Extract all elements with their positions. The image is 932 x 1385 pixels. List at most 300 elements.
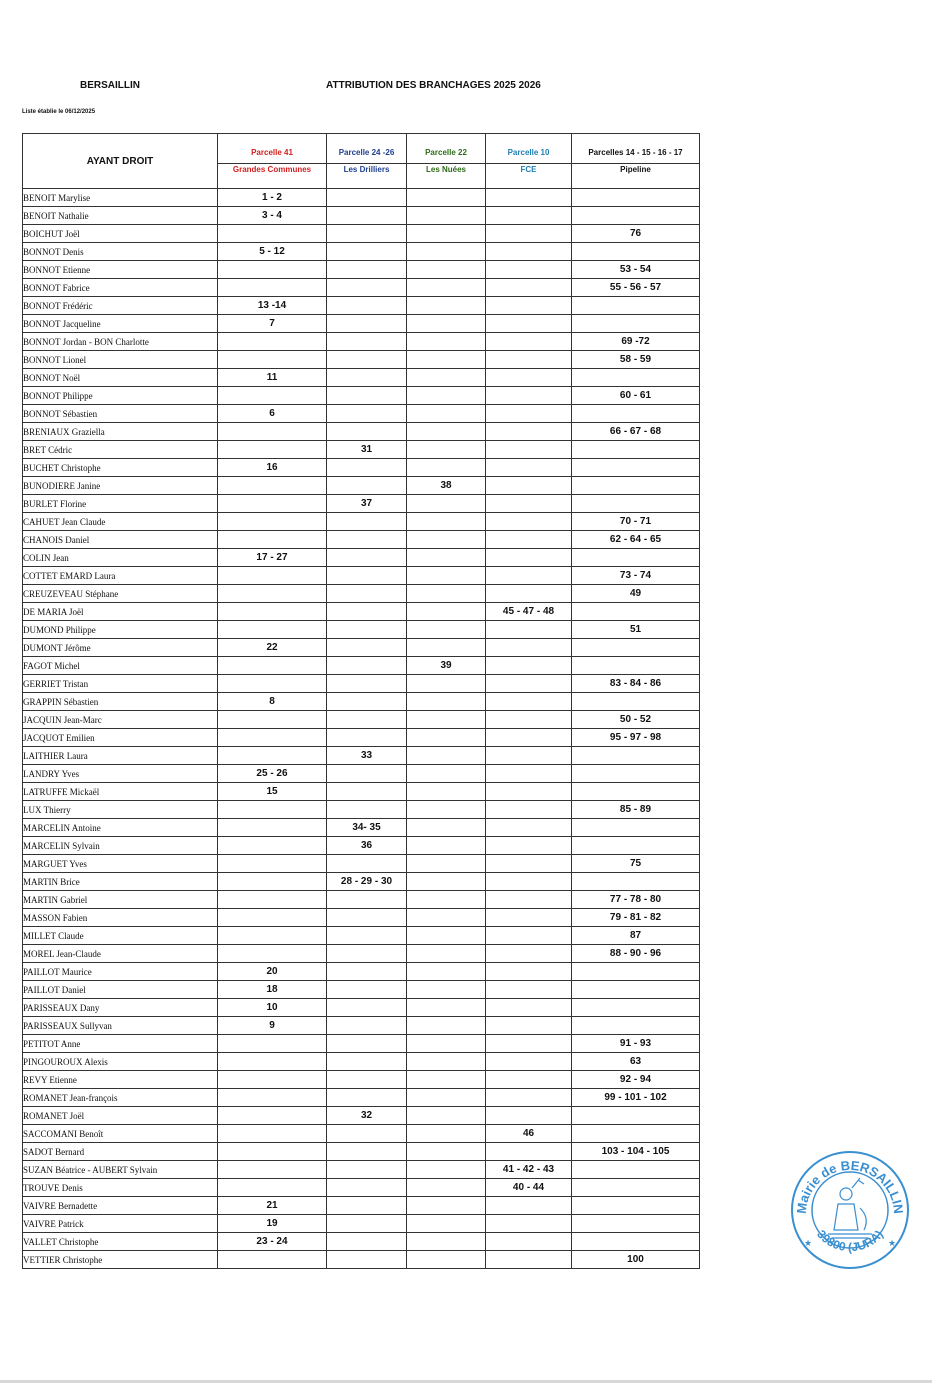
lot-cell: 92 - 94: [572, 1071, 700, 1089]
parcel-label: Parcelles 14 - 15 - 16 - 17: [588, 148, 683, 157]
holder-name: VALLET Christophe: [23, 1233, 218, 1251]
lot-cell: [572, 297, 700, 315]
lot-cell: [327, 693, 407, 711]
holder-name: JACQUIN Jean-Marc: [23, 711, 218, 729]
table-row: [23, 369, 700, 387]
lot-cell: [486, 207, 572, 225]
lot-cell: 51: [572, 621, 700, 639]
lot-cell: [407, 1125, 486, 1143]
lot-cell: [486, 1107, 572, 1125]
lot-cell: [327, 243, 407, 261]
lot-cell: 66 - 67 - 68: [572, 423, 700, 441]
holder-name: MOREL Jean-Claude: [23, 945, 218, 963]
lot-cell: [486, 351, 572, 369]
lot-cell: [407, 729, 486, 747]
lot-cell: [218, 279, 327, 297]
lot-cell: 36: [327, 837, 407, 855]
lot-cell: [486, 927, 572, 945]
lot-cell: [572, 639, 700, 657]
lot-cell: [572, 1017, 700, 1035]
parcel-label: Parcelle 24 -26: [338, 148, 395, 157]
table-row: [23, 315, 700, 333]
lot-cell: [486, 261, 572, 279]
lot-cell: [218, 1125, 327, 1143]
lot-cell: [407, 261, 486, 279]
lot-cell: [407, 891, 486, 909]
lot-cell: [407, 927, 486, 945]
table-row: [23, 981, 700, 999]
lot-cell: [407, 1161, 486, 1179]
lot-cell: [486, 765, 572, 783]
lot-cell: [486, 729, 572, 747]
holder-name: ROMANET Jean-françois: [23, 1089, 218, 1107]
lot-cell: 21: [218, 1197, 327, 1215]
lot-cell: [486, 459, 572, 477]
lot-cell: [486, 621, 572, 639]
lot-cell: 19: [218, 1215, 327, 1233]
table-row: [23, 693, 700, 711]
lot-cell: [486, 1017, 572, 1035]
lot-cell: [572, 1197, 700, 1215]
lot-cell: 23 - 24: [218, 1233, 327, 1251]
lot-cell: [486, 909, 572, 927]
table-row: [23, 747, 700, 765]
lot-cell: [572, 1215, 700, 1233]
table-row: [23, 387, 700, 405]
table-row: [23, 711, 700, 729]
holder-name: BONNOT Denis: [23, 243, 218, 261]
table-row: [23, 1089, 700, 1107]
table-row: [23, 927, 700, 945]
lot-cell: 76: [572, 225, 700, 243]
lot-cell: [407, 855, 486, 873]
lot-cell: 39: [407, 657, 486, 675]
table-row: [23, 459, 700, 477]
holder-name: COTTET EMARD Laura: [23, 567, 218, 585]
lot-cell: [218, 675, 327, 693]
lot-cell: [486, 819, 572, 837]
lot-cell: [327, 1251, 407, 1269]
lot-cell: [407, 1215, 486, 1233]
lot-cell: 83 - 84 - 86: [572, 675, 700, 693]
holder-name: BUCHET Christophe: [23, 459, 218, 477]
table-row: [23, 1053, 700, 1071]
lot-cell: [218, 927, 327, 945]
holder-name: BURLET Florine: [23, 495, 218, 513]
holder-name: BRENIAUX Graziella: [23, 423, 218, 441]
lot-cell: [486, 801, 572, 819]
lot-cell: [407, 711, 486, 729]
lot-cell: 15: [218, 783, 327, 801]
holder-name: BONNOT Frédéric: [23, 297, 218, 315]
lot-cell: [407, 351, 486, 369]
lot-cell: [407, 1035, 486, 1053]
lot-cell: 99 - 101 - 102: [572, 1089, 700, 1107]
holder-name: PARISSEAUX Sullyvan: [23, 1017, 218, 1035]
lot-cell: [327, 423, 407, 441]
lot-cell: [327, 783, 407, 801]
lot-cell: [407, 279, 486, 297]
holder-name: SACCOMANI Benoît: [23, 1125, 218, 1143]
lot-cell: [218, 387, 327, 405]
table-row: [23, 333, 700, 351]
holder-name: CREUZEVEAU Stéphane: [23, 585, 218, 603]
lot-cell: [327, 549, 407, 567]
lot-cell: [218, 1035, 327, 1053]
lot-cell: [407, 783, 486, 801]
table-row: [23, 513, 700, 531]
lot-cell: [407, 387, 486, 405]
lot-cell: 49: [572, 585, 700, 603]
lot-cell: [218, 1071, 327, 1089]
lot-cell: [572, 369, 700, 387]
lot-cell: [572, 243, 700, 261]
lot-cell: 103 - 104 - 105: [572, 1143, 700, 1161]
lot-cell: [218, 837, 327, 855]
table-row: [23, 441, 700, 459]
lot-cell: [218, 1161, 327, 1179]
lot-cell: [407, 639, 486, 657]
lot-cell: [407, 405, 486, 423]
lot-cell: [218, 711, 327, 729]
lot-cell: 7: [218, 315, 327, 333]
lot-cell: [327, 981, 407, 999]
lot-cell: [572, 549, 700, 567]
lot-cell: [407, 1071, 486, 1089]
lot-cell: [218, 603, 327, 621]
lot-cell: [327, 657, 407, 675]
holder-name: BONNOT Philippe: [23, 387, 218, 405]
holder-name: BOICHUT Joël: [23, 225, 218, 243]
lot-cell: 31: [327, 441, 407, 459]
lot-cell: [407, 1197, 486, 1215]
holder-name: REVY Etienne: [23, 1071, 218, 1089]
lot-cell: [486, 999, 572, 1017]
lot-cell: [218, 1251, 327, 1269]
lot-cell: [218, 513, 327, 531]
lot-cell: [218, 1089, 327, 1107]
holder-name: GRAPPIN Sébastien: [23, 693, 218, 711]
lot-cell: [407, 495, 486, 513]
table-row: [23, 585, 700, 603]
lot-cell: [407, 1233, 486, 1251]
holder-name: CAHUET Jean Claude: [23, 513, 218, 531]
parcel-label: Parcelle 10: [507, 148, 550, 157]
lot-cell: [407, 1107, 486, 1125]
lot-cell: [327, 387, 407, 405]
lot-cell: [486, 837, 572, 855]
table-row: [23, 873, 700, 891]
lot-cell: [486, 945, 572, 963]
lot-cell: [486, 369, 572, 387]
lot-cell: [407, 603, 486, 621]
lot-cell: [327, 333, 407, 351]
lot-cell: [327, 1089, 407, 1107]
lot-cell: [327, 1197, 407, 1215]
lot-cell: [486, 333, 572, 351]
lot-cell: [407, 189, 486, 207]
lot-cell: [486, 981, 572, 999]
lot-cell: 1 - 2: [218, 189, 327, 207]
lot-cell: 88 - 90 - 96: [572, 945, 700, 963]
lot-cell: [407, 1143, 486, 1161]
lot-cell: 100: [572, 1251, 700, 1269]
lot-cell: [327, 621, 407, 639]
lot-cell: [486, 873, 572, 891]
lot-cell: 85 - 89: [572, 801, 700, 819]
table-row: [23, 783, 700, 801]
table-row: [23, 639, 700, 657]
lot-cell: [486, 567, 572, 585]
lot-cell: [486, 225, 572, 243]
place-label: Les Drilliers: [327, 163, 406, 176]
col-header-3: [486, 134, 572, 189]
lot-cell: [486, 513, 572, 531]
lot-cell: [218, 1179, 327, 1197]
lot-cell: [486, 477, 572, 495]
holder-name: PARISSEAUX Dany: [23, 999, 218, 1017]
lot-cell: [327, 585, 407, 603]
lot-cell: [407, 1017, 486, 1035]
lot-cell: [327, 1161, 407, 1179]
table-row: [23, 657, 700, 675]
lot-cell: [218, 855, 327, 873]
lot-cell: 55 - 56 - 57: [572, 279, 700, 297]
lot-cell: 9: [218, 1017, 327, 1035]
holder-name: LANDRY Yves: [23, 765, 218, 783]
lot-cell: [407, 225, 486, 243]
lot-cell: [486, 549, 572, 567]
lot-cell: [327, 927, 407, 945]
lot-cell: [327, 1035, 407, 1053]
holder-name: BONNOT Jordan - BON Charlotte: [23, 333, 218, 351]
holder-name: SUZAN Béatrice - AUBERT Sylvain: [23, 1161, 218, 1179]
table-row: [23, 1017, 700, 1035]
lot-cell: 20: [218, 963, 327, 981]
stamp-bottom-text: 39800 (JURA): [814, 1227, 886, 1255]
table-row: [23, 999, 700, 1017]
lot-cell: [327, 513, 407, 531]
lot-cell: [486, 657, 572, 675]
lot-cell: [486, 1071, 572, 1089]
lot-cell: [218, 1107, 327, 1125]
lot-cell: [327, 801, 407, 819]
lot-cell: [327, 261, 407, 279]
lot-cell: [407, 873, 486, 891]
lot-cell: [572, 477, 700, 495]
lot-cell: [218, 333, 327, 351]
table-row: [23, 909, 700, 927]
lot-cell: 13 -14: [218, 297, 327, 315]
table-row: [23, 891, 700, 909]
lot-cell: [407, 819, 486, 837]
lot-cell: 69 -72: [572, 333, 700, 351]
lot-cell: [327, 1215, 407, 1233]
lot-cell: [407, 459, 486, 477]
lot-cell: [407, 549, 486, 567]
holder-name: BONNOT Noël: [23, 369, 218, 387]
table-row: [23, 225, 700, 243]
lot-cell: [572, 765, 700, 783]
holder-name: BONNOT Sébastien: [23, 405, 218, 423]
lot-cell: [572, 981, 700, 999]
holder-name: MASSON Fabien: [23, 909, 218, 927]
lot-cell: [407, 297, 486, 315]
lot-cell: [572, 1233, 700, 1251]
holder-name: JACQUOT Emilien: [23, 729, 218, 747]
holder-name: VAIVRE Bernadette: [23, 1197, 218, 1215]
lot-cell: [572, 207, 700, 225]
table-row: [23, 1197, 700, 1215]
place-label: Les Nuées: [407, 163, 485, 176]
lot-cell: [327, 603, 407, 621]
lot-cell: 62 - 64 - 65: [572, 531, 700, 549]
lot-cell: 75: [572, 855, 700, 873]
lot-cell: [407, 585, 486, 603]
holder-name: MARGUET Yves: [23, 855, 218, 873]
holder-name: PINGOUROUX Alexis: [23, 1053, 218, 1071]
lot-cell: [327, 315, 407, 333]
table-row: [23, 1035, 700, 1053]
lot-cell: [486, 441, 572, 459]
col-header-0: [218, 134, 327, 189]
star-icon: ★: [888, 1238, 897, 1248]
holder-name: CHANOIS Daniel: [23, 531, 218, 549]
table-row: [23, 1251, 700, 1269]
page-bottom-edge: [0, 1380, 932, 1383]
table-row: [23, 567, 700, 585]
lot-cell: [486, 963, 572, 981]
table-row: [23, 423, 700, 441]
lot-cell: [218, 1053, 327, 1071]
lot-cell: 41 - 42 - 43: [486, 1161, 572, 1179]
lot-cell: [572, 405, 700, 423]
table-row: [23, 819, 700, 837]
lot-cell: [327, 567, 407, 585]
lot-cell: [486, 1197, 572, 1215]
lot-cell: [327, 675, 407, 693]
col-header-2: [407, 134, 486, 189]
lot-cell: [486, 1233, 572, 1251]
lot-cell: 95 - 97 - 98: [572, 729, 700, 747]
lot-cell: [407, 207, 486, 225]
lot-cell: [218, 495, 327, 513]
lot-cell: [486, 585, 572, 603]
holder-name: TROUVE Denis: [23, 1179, 218, 1197]
holder-name: PETITOT Anne: [23, 1035, 218, 1053]
table-row: [23, 207, 700, 225]
stamp-top-text: Mairie de BERSAILLIN: [793, 1157, 907, 1215]
table-row: [23, 945, 700, 963]
lot-cell: [407, 909, 486, 927]
document-title: ATTRIBUTION DES BRANCHAGES 2025 2026: [326, 80, 541, 91]
lot-cell: [327, 765, 407, 783]
holder-name: MARTIN Gabriel: [23, 891, 218, 909]
lot-cell: [572, 189, 700, 207]
holder-name: MILLET Claude: [23, 927, 218, 945]
holder-name: LATRUFFE Mickaël: [23, 783, 218, 801]
lot-cell: [407, 1251, 486, 1269]
lot-cell: [218, 351, 327, 369]
lot-cell: [486, 387, 572, 405]
lot-cell: [218, 531, 327, 549]
table-row: [23, 1143, 700, 1161]
lot-cell: [407, 837, 486, 855]
lot-cell: 5 - 12: [218, 243, 327, 261]
lot-cell: [407, 999, 486, 1017]
table-header-row: [23, 134, 700, 189]
lot-cell: [327, 1179, 407, 1197]
holder-name: MARCELIN Sylvain: [23, 837, 218, 855]
lot-cell: [218, 423, 327, 441]
lot-cell: 17 - 27: [218, 549, 327, 567]
lot-cell: 18: [218, 981, 327, 999]
table-row: [23, 279, 700, 297]
holder-name: DUMOND Philippe: [23, 621, 218, 639]
lot-cell: [407, 441, 486, 459]
lot-cell: [572, 1179, 700, 1197]
town-name: BERSAILLIN: [80, 80, 140, 91]
lot-cell: [218, 747, 327, 765]
lot-cell: [486, 783, 572, 801]
lot-cell: 53 - 54: [572, 261, 700, 279]
lot-cell: [407, 765, 486, 783]
lot-cell: 73 - 74: [572, 567, 700, 585]
lot-cell: [486, 1035, 572, 1053]
holder-name: FAGOT Michel: [23, 657, 218, 675]
lot-cell: 40 - 44: [486, 1179, 572, 1197]
table-row: [23, 1071, 700, 1089]
holder-name: COLIN Jean: [23, 549, 218, 567]
lot-cell: [407, 801, 486, 819]
lot-cell: [407, 963, 486, 981]
holder-name: PAILLOT Daniel: [23, 981, 218, 999]
marianne-seal-icon: [828, 1178, 872, 1238]
table-row: [23, 1125, 700, 1143]
lot-cell: 79 - 81 - 82: [572, 909, 700, 927]
table-row: [23, 531, 700, 549]
lot-cell: [407, 1053, 486, 1071]
table-row: [23, 765, 700, 783]
lot-cell: [327, 189, 407, 207]
lot-cell: [572, 1107, 700, 1125]
lot-cell: 25 - 26: [218, 765, 327, 783]
lot-cell: [218, 909, 327, 927]
lot-cell: [407, 423, 486, 441]
table-row: [23, 297, 700, 315]
lot-cell: [218, 567, 327, 585]
lot-cell: [407, 675, 486, 693]
lot-cell: [327, 279, 407, 297]
holder-name: VAIVRE Patrick: [23, 1215, 218, 1233]
lot-cell: [486, 675, 572, 693]
lot-cell: [407, 747, 486, 765]
lot-cell: [486, 1143, 572, 1161]
lot-cell: 91 - 93: [572, 1035, 700, 1053]
table-row: [23, 351, 700, 369]
lot-cell: [218, 477, 327, 495]
holder-name: BUNODIERE Janine: [23, 477, 218, 495]
lot-cell: 60 - 61: [572, 387, 700, 405]
lot-cell: [327, 1125, 407, 1143]
lot-cell: [327, 1071, 407, 1089]
lot-cell: [486, 711, 572, 729]
lot-cell: [407, 531, 486, 549]
lot-cell: [327, 297, 407, 315]
lot-cell: 45 - 47 - 48: [486, 603, 572, 621]
lot-cell: [486, 1215, 572, 1233]
lot-cell: [407, 1179, 486, 1197]
